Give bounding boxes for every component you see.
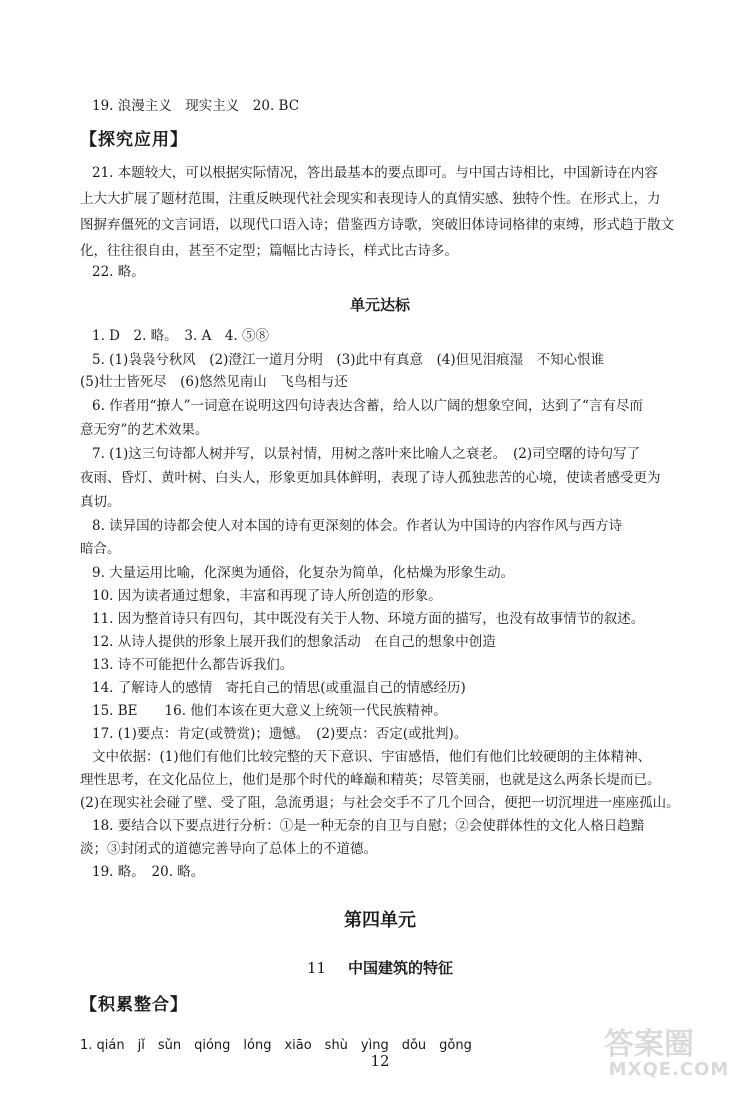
unit-four-title: 第四单元	[344, 910, 416, 931]
answer-12: 12. 从诗人提供的形象上展开我们的想象活动 在自己的想象中创造	[92, 634, 496, 650]
answer-1-4: 1. D 2. 略。 3. A 4. ⑤⑧	[92, 328, 270, 344]
answer-10: 10. 因为读者通过想象，丰富和再现了诗人所创造的形象。	[92, 588, 442, 604]
answer-14: 14. 了解诗人的感情 寄托自己的情思(或重温自己的情感经历)	[92, 680, 466, 696]
answer-21-line-3: 图摒弃僵死的文言词语，以现代口语入诗；借鉴西方诗歌，突破旧体诗词格律的束缚，形式趋于散文	[80, 217, 674, 233]
lesson-title	[80, 957, 680, 978]
answer-11: 11. 因为整首诗只有四句，其中既没有关于人物、环境方面的描写，也没有故事情节的叙述。	[92, 611, 645, 627]
page-number: 12	[370, 1052, 390, 1070]
answer-7-line-1: 7. (1)这三句诗都人树并写，以景衬情，用树之落叶来比喻人之衰老。 (2)司空曙的诗句写了	[92, 446, 641, 462]
answer-21-line-1: 21. 本题较大，可以根据实际情况，答出最基本的要点即可。与中国古诗相比，中国新诗在内容	[92, 165, 658, 181]
answer-5-line-1: 5. (1)袅袅兮秋风 (2)澄江一道月分明 (3)此中有真意 (4)但见泪痕湿 不知心恨谁	[92, 352, 605, 368]
answer-7-line-2: 夜雨、昏灯、黄叶树、白头人，形象更加具体鲜明，表现了诗人孤独悲苦的心境，使读者感受更为	[80, 470, 661, 486]
answer-9: 9. 大量运用比喻，化深奥为通俗，化复杂为简单，化枯燥为形象生动。	[92, 565, 515, 581]
section-heading-explore-apply: 【探究应用】	[80, 130, 188, 150]
answer-17-basis-line-1: 文中依据：(1)他们有他们比较完整的天下意识、宇宙感悟，他们有他们比较硬朗的主体精神、	[92, 749, 652, 765]
answer-1-pinyin: 1. qián jǐ sǔn qióng lóng xiāo shù yìng dǒu gǒng	[80, 1038, 472, 1053]
answer-19-20: 19. 浪漫主义 现实主义 20. BC	[92, 98, 300, 114]
watermark-logo-text: 答案圈	[604, 1027, 694, 1062]
answer-18-line-1: 18. 要结合以下要点进行分析：①是一种无奈的自卫与自慰；②会使群体性的文化人格日趋黯	[92, 818, 645, 834]
answer-6-line-2: 意无穷”的艺术效果。	[80, 422, 209, 438]
answer-7-line-3: 真切。	[80, 494, 121, 510]
answer-22: 22. 略。	[92, 264, 145, 280]
section-heading-unit-assessment: 单元达标	[349, 296, 410, 314]
answer-8-line-2: 暗合。	[80, 541, 121, 557]
answer-17-basis-line-3: (2)在现实社会碰了壁、受了阻，急流勇退；与社会交手不了几个回合，便把一切沉埋进一座座孤山。	[80, 795, 680, 811]
answer-18-line-2: 淡；③封闭式的道德完善导向了总体上的不道德。	[80, 841, 377, 857]
lesson-name: 中国建筑的特征	[348, 959, 454, 977]
section-heading-accumulate: 【积累整合】	[80, 995, 188, 1015]
lesson-number: 11	[306, 959, 327, 977]
answer-17: 17. (1)要点：肯定(或赞赏)；遗憾。 (2)要点：否定(或批判)。	[92, 726, 468, 742]
answer-8-line-1: 8. 读异国的诗都会使人对本国的诗有更深刻的体会。作者认为中国诗的内容作风与西方诗	[92, 518, 623, 534]
answer-15-16: 15. BE 16. 他们本该在更大意义上统领一代民族精神。	[92, 703, 447, 719]
answer-17-basis-line-2: 理性思考，在文化品位上，他们是那个时代的峰巅和精英；尽管美丽，也就是这么两条长堤而已。	[80, 772, 661, 788]
watermark-url: MXQE.COM	[608, 1059, 730, 1080]
answer-21-line-2: 上大大扩展了题材范围，注重反映现代社会现实和表现诗人的真情实感、独特个性。在形式上，力	[80, 191, 661, 207]
answer-19-20-b: 19. 略。 20. 略。	[92, 864, 205, 880]
answer-5-line-2: (5)壮士皆死尽 (6)悠然见南山 飞鸟相与还	[80, 374, 348, 390]
answer-21-line-4: 化，往往很自由，甚至不定型；篇幅比古诗长，样式比古诗多。	[80, 243, 458, 259]
answer-6-line-1: 6. 作者用“撩人”一词意在说明这四句诗表达含蓄，给人以广阔的想象空间，达到了“言有尽而	[92, 398, 643, 414]
answer-13: 13. 诗不可能把什么都告诉我们。	[92, 657, 294, 673]
watermark-logo	[604, 1019, 734, 1083]
